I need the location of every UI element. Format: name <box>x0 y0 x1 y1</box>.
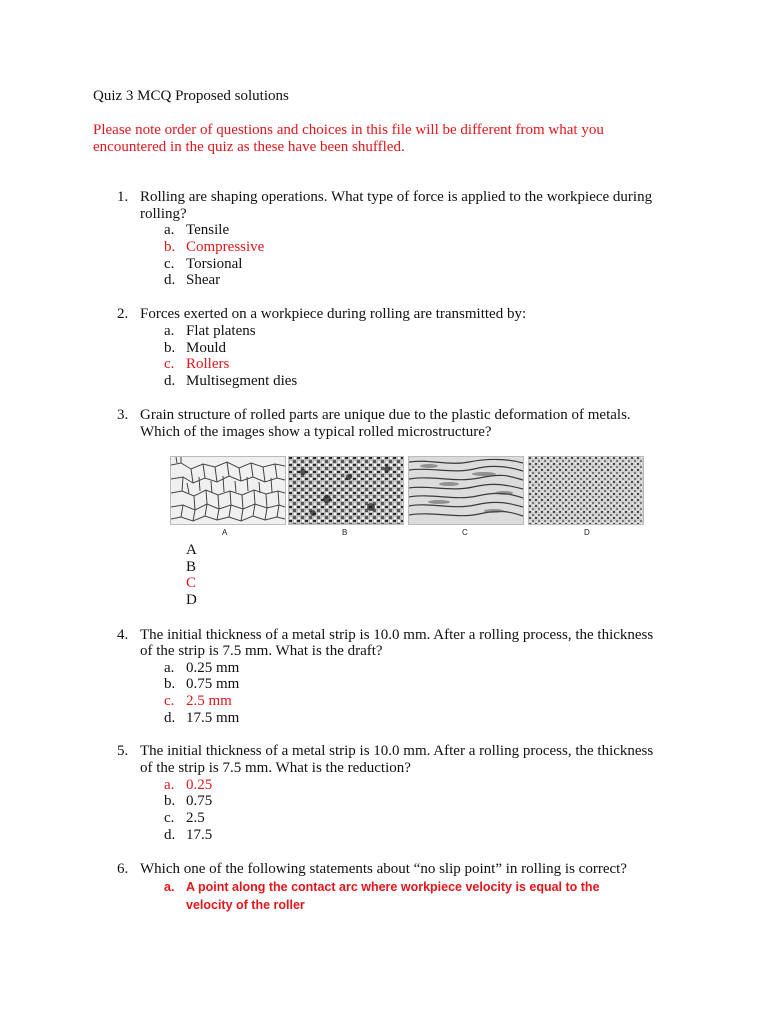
question-3-number: 3. <box>117 407 129 423</box>
q3-option-d: D <box>186 592 197 608</box>
question-2-text: Forces exerted on a workpiece during rolling are transmitted by: <box>140 306 527 322</box>
q2-option-a-letter: a. <box>164 323 175 339</box>
q5-option-d-text: 17.5 <box>186 827 213 843</box>
q6-option-a-text-line-1-correct: A point along the contact arc where workpiece velocity is equal to the <box>186 880 600 894</box>
question-5-text-line-2: of the strip is 7.5 mm. What is the reduction? <box>140 760 411 776</box>
q2-option-c-letter: c. <box>164 356 175 372</box>
q1-option-c-text: Torsional <box>186 256 243 272</box>
question-1-text-line-2: rolling? <box>140 206 187 222</box>
q6-option-a-letter: a. <box>164 880 175 894</box>
micrograph-d-fine-grains <box>528 456 644 525</box>
q5-option-d-letter: d. <box>164 827 176 843</box>
micrograph-c-elongated-rolled-grains <box>408 456 524 525</box>
q5-option-c-text: 2.5 <box>186 810 205 826</box>
micrograph-a-equiaxed-grains <box>170 456 286 525</box>
q2-option-b-text: Mould <box>186 340 227 356</box>
question-1-number: 1. <box>117 189 129 205</box>
q5-option-a-letter: a. <box>164 777 175 793</box>
q1-option-a-text: Tensile <box>186 222 230 238</box>
micrograph-b-fine-pearlite <box>288 456 404 525</box>
q2-option-a-text: Flat platens <box>186 323 256 339</box>
question-4-text-line-1: The initial thickness of a metal strip is 10.0 mm. After a rolling process, the thickness <box>140 627 654 643</box>
q5-option-c-letter: c. <box>164 810 175 826</box>
q1-option-d-letter: d. <box>164 272 176 288</box>
image-label-c: C <box>462 528 468 537</box>
q4-option-b-letter: b. <box>164 676 176 692</box>
q1-option-c-letter: c. <box>164 256 175 272</box>
question-3-text-line-1: Grain structure of rolled parts are unique due to the plastic deformation of metals. <box>140 407 631 423</box>
q4-option-c-text-correct: 2.5 mm <box>186 693 232 709</box>
q2-option-b-letter: b. <box>164 340 176 356</box>
document-title: Quiz 3 MCQ Proposed solutions <box>93 88 289 104</box>
q1-option-b-letter: b. <box>164 239 176 255</box>
q6-option-a-text-line-2-correct: velocity of the roller <box>186 898 305 912</box>
q3-option-c-correct: C <box>186 575 197 591</box>
question-5-text-line-1: The initial thickness of a metal strip is 10.0 mm. After a rolling process, the thickness <box>140 743 654 759</box>
q4-option-a-text: 0.25 mm <box>186 660 240 676</box>
question-6-number: 6. <box>117 861 129 877</box>
q5-option-b-text: 0.75 <box>186 793 213 809</box>
q4-option-c-letter: c. <box>164 693 175 709</box>
q2-option-d-text: Multisegment dies <box>186 373 298 389</box>
q4-option-b-text: 0.75 mm <box>186 676 240 692</box>
q1-option-a-letter: a. <box>164 222 175 238</box>
q4-option-d-text: 17.5 mm <box>186 710 240 726</box>
q4-option-a-letter: a. <box>164 660 175 676</box>
question-6-text: Which one of the following statements about “no slip point” in rolling is correct? <box>140 861 627 877</box>
q3-option-a: A <box>186 542 197 558</box>
question-4-text-line-2: of the strip is 7.5 mm. What is the draft? <box>140 643 383 659</box>
question-3-text-line-2: Which of the images show a typical rolled microstructure? <box>140 424 492 440</box>
question-2-number: 2. <box>117 306 129 322</box>
q4-option-d-letter: d. <box>164 710 176 726</box>
question-4-number: 4. <box>117 627 129 643</box>
q5-option-a-text-correct: 0.25 <box>186 777 213 793</box>
image-label-d: D <box>584 528 590 537</box>
q1-option-b-text-correct: Compressive <box>186 239 265 255</box>
question-1-text-line-1: Rolling are shaping operations. What type of force is applied to the workpiece during <box>140 189 653 205</box>
image-label-b: B <box>342 528 348 537</box>
q3-option-b: B <box>186 559 197 575</box>
image-label-a: A <box>222 528 228 537</box>
q2-option-c-text-correct: Rollers <box>186 356 230 372</box>
shuffle-notice-line-2: encountered in the quiz as these have been shuffled. <box>93 139 405 155</box>
shuffle-notice-line-1: Please note order of questions and choices in this file will be different from what you <box>93 122 604 138</box>
q2-option-d-letter: d. <box>164 373 176 389</box>
q1-option-d-text: Shear <box>186 272 221 288</box>
question-5-number: 5. <box>117 743 129 759</box>
q5-option-b-letter: b. <box>164 793 176 809</box>
